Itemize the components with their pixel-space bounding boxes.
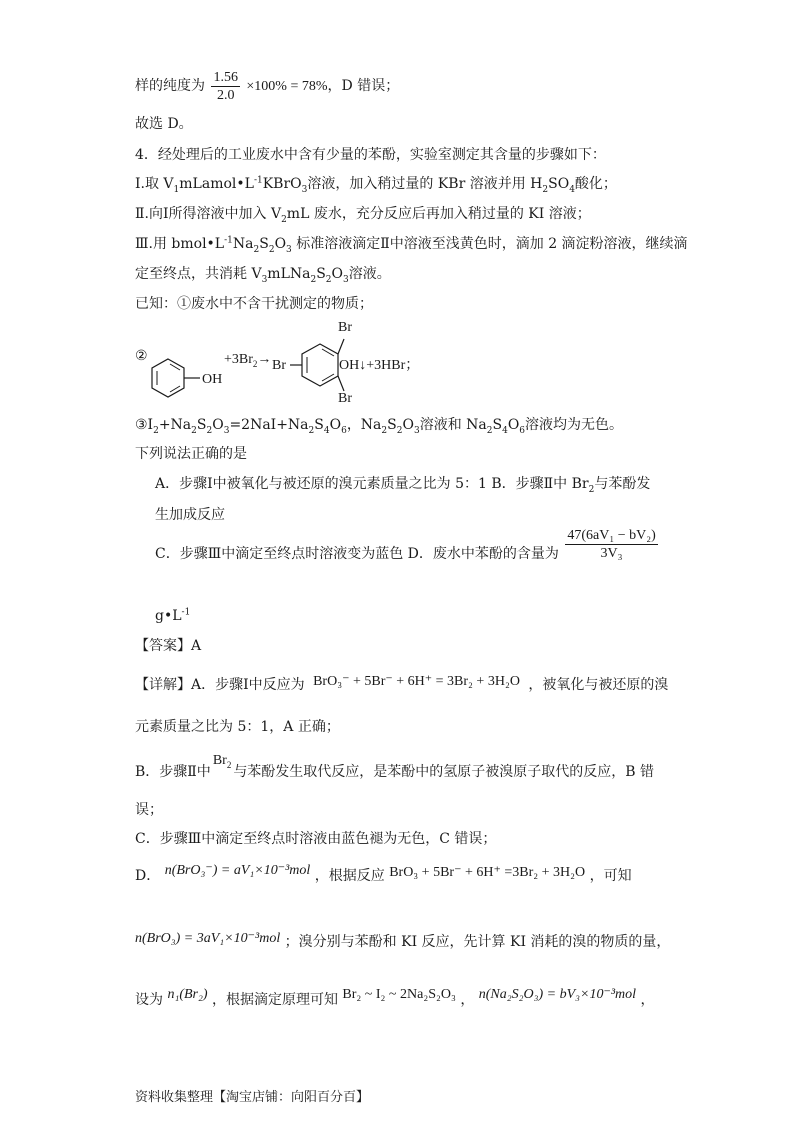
unit: $g•L^{-1}$ [155,607,191,624]
text-line: 故选 D。 [135,116,193,132]
answer: 【答案】A [135,638,202,654]
formula: ×100% = 78% [246,79,328,94]
phenol-structure-icon [140,355,208,407]
explanation-d-cont2: 设为 n₁(Br₂) ，根据滴定原理可知 Br₂ ~ I₂ ~ 2Na₂S₂O₃ ， n(Na₂S₂O₃) = bV₃×10⁻³mol ， [135,987,655,1008]
equation: BrO₃ + 5Br⁻ + 6H⁺ =3Br₂ + 3H₂O [389,865,586,880]
step-2: Ⅱ.向Ⅰ所得溶液中加入 $V_2mL$ 废水，充分反应后再加入稍过量的 KI 溶液； [135,206,591,225]
explanation-d-cont: n(BrO₃) = 3aV₁×10⁻³mol ；溴分别与苯酚和 KI 反应，先计算 KI 消耗的溴的物质的量， [135,931,671,950]
option-cd: C．步骤Ⅲ中滴定至终点时溶液变为蓝色 D．废水中苯酚的含量为 $\frac{\text{47(6aV₁ − bV₂)}}{\text{3V₃}}$ [155,527,656,562]
fraction: $\frac{1.56}{2.0}$ [213,69,238,103]
equation: n(BrO₃⁻) = aV₁×10⁻³mol [164,863,311,878]
br-left-label: Br [272,358,286,373]
explanation-c: C．步骤Ⅲ中滴定至终点时溶液由蓝色褪为无色，C 错误； [135,831,497,847]
page-footer: 资料收集整理【淘宝店铺：向阳百分百】 [135,1090,370,1105]
known-1: 已知：①废水中不含干扰测定的物质； [135,296,373,312]
product-tail: OH↓+3HBr； [339,358,420,373]
explanation-b-cont: 误； [135,802,163,818]
question-prompt: 下列说法正确的是 [135,446,247,462]
option-b-cont: 生加成反应 [155,507,225,523]
reagent: $+3Br_2\to$ [224,352,272,369]
explanation-a-cont: 元素质量之比为 5：1，A 正确； [135,719,340,735]
explanation-a: 【详解】A．步骤Ⅰ中反应为 BrO₃⁻ + 5Br⁻ + 6H⁺ = 3Br₂ + 3H₂O ，被氧化与被还原的溴 [135,674,669,693]
equation: Br₂ ~ I₂ ~ 2Na₂S₂O₃ [342,987,456,1002]
option-ab: A．步骤Ⅰ中被氧化与被还原的溴元素质量之比为 5：1 B．步骤Ⅱ中 $Br_2$与苯酚发 [155,476,651,495]
explanation-d: D． n(BrO₃⁻) = aV₁×10⁻³mol ，根据反应 BrO₃ + 5Br⁻ + 6H⁺ =3Br₂ + 3H₂O ，可知 [135,863,632,884]
known-3: $③I_2+Na_2S_2O_3=2NaI+Na_2S_4O_6$，$Na_2S_2O_3$溶液和 $Na_2S_4O_6$溶液均为无色。 [135,417,624,436]
step-3-cont: 定至终点，共消耗 $V_3mLNa_2S_2O_3$溶液。 [135,266,391,285]
equation: n(BrO₃) = 3aV₁×10⁻³mol [135,931,281,946]
equation: n(Na₂S₂O₃) = bV₃×10⁻³mol [478,987,637,1002]
br-bottom-label: Br [338,391,352,406]
question-stem: 4．经处理后的工业废水中含有少量的苯酚，实验室测定其含量的步骤如下： [135,147,606,163]
text-line: 样的纯度为 $\frac{1.56}{2.0}$ ×100% = 78%，D 错误； [135,69,400,103]
equation: n₁(Br₂) [167,987,208,1002]
equation: BrO₃⁻ + 5Br⁻ + 6H⁺ = 3Br₂ + 3H₂O [313,674,520,689]
fraction: $\frac{\text{47(6aV₁ − bV₂)}}{\text{3V₃}}$ [567,527,656,561]
step-3: Ⅲ.用 $bmol•L^{-1}Na_2S_2O_3$ 标准溶液滴定Ⅱ中溶液至浅黄色时，滴加 2 滴淀粉溶液，继续滴 [135,235,688,255]
explanation-b: B．步骤Ⅱ中$Br_2$ 与苯酚发生取代反应，是苯酚中的氢原子被溴原子取代的反应，B 错 [135,753,655,780]
oh-label: OH [202,372,223,387]
step-1: Ⅰ.取 $V_1mLamol•L^{-1}KBrO_3$溶液，加入稍过量的 KBr 溶液并用 $H_2SO_4$酸化； [135,175,617,195]
item-number: ② [135,348,148,364]
br-top-label: Br [338,320,352,335]
